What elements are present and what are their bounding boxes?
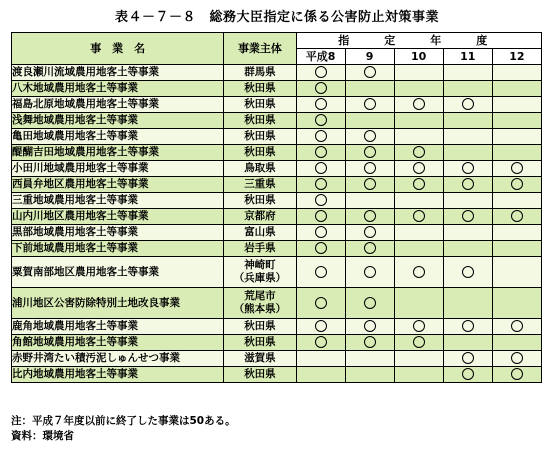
year-mark-cell (296, 145, 345, 161)
circle-mark-icon (364, 146, 376, 158)
circle-mark-icon (315, 98, 327, 110)
circle-mark-icon (364, 130, 376, 142)
table-row (12, 193, 542, 209)
circle-mark-icon (315, 336, 327, 348)
year-mark-cell (443, 113, 492, 129)
year-mark-cell (345, 288, 394, 319)
year-mark-cell (345, 241, 394, 257)
project-body-cell: 秋田県 (224, 335, 296, 351)
table-row (12, 319, 542, 335)
circle-mark-icon (413, 266, 425, 278)
year-mark-cell (296, 65, 345, 81)
circle-mark-icon (364, 320, 376, 332)
year-mark-cell (345, 319, 394, 335)
table-row (12, 81, 542, 97)
table-row (12, 288, 542, 319)
year-mark-cell (345, 129, 394, 145)
table-title: 表４－７－８ 総務大臣指定に係る公害防止対策事業 (114, 10, 439, 25)
circle-mark-icon (413, 336, 425, 348)
header-designated-year: 指 定 年 度 (296, 33, 542, 49)
circle-mark-icon (413, 162, 425, 174)
circle-mark-icon (413, 146, 425, 158)
project-name-cell: 八木地域農用地客土等事業 (12, 81, 224, 97)
year-mark-cell (345, 113, 394, 129)
year-mark-cell (296, 193, 345, 209)
year-mark-cell (296, 367, 345, 383)
year-mark-cell (394, 241, 443, 257)
project-name-cell: 浦川地区公害防除特別土地改良事業 (12, 288, 224, 319)
year-mark-cell (394, 367, 443, 383)
circle-mark-icon (364, 266, 376, 278)
table-note: 注：平成７年度以前に終了した事業は50ある。 (11, 415, 236, 427)
project-body-cell: 秋田県 (224, 145, 296, 161)
year-mark-cell (443, 129, 492, 145)
circle-mark-icon (364, 178, 376, 190)
year-mark-cell (443, 319, 492, 335)
table-source: 資料：環境省 (11, 430, 74, 442)
project-body-line2: （兵庫県） (233, 272, 287, 284)
circle-mark-icon (315, 130, 327, 142)
year-mark-cell (345, 367, 394, 383)
year-mark-cell (296, 161, 345, 177)
circle-mark-icon (315, 194, 327, 206)
project-name-cell: 下前地域農用地客土等事業 (12, 241, 224, 257)
year-mark-cell (443, 288, 492, 319)
circle-mark-icon (364, 98, 376, 110)
circle-mark-icon (364, 210, 376, 222)
circle-mark-icon (364, 242, 376, 254)
year-mark-cell (296, 335, 345, 351)
year-mark-cell (394, 113, 443, 129)
year-mark-cell (394, 257, 443, 288)
year-mark-cell (443, 335, 492, 351)
project-body-line2: （熊本県） (233, 303, 287, 315)
table-row (12, 209, 542, 225)
project-body-cell: 秋田県 (224, 113, 296, 129)
header-project-body: 事業主体 (224, 33, 296, 65)
project-name-cell: 醍醐吉田地域農用地客土等事業 (12, 145, 224, 161)
year-mark-cell (443, 65, 492, 81)
year-mark-cell (394, 65, 443, 81)
year-mark-cell (394, 81, 443, 97)
project-name-cell: 小田川地域農用地客土等事業 (12, 161, 224, 177)
year-mark-cell (443, 257, 492, 288)
project-body-line1: 神崎町 (244, 259, 276, 271)
year-mark-cell (296, 225, 345, 241)
project-body-cell: 秋田県 (224, 129, 296, 145)
year-mark-cell (492, 81, 541, 97)
circle-mark-icon (364, 297, 376, 309)
year-mark-cell (345, 81, 394, 97)
circle-mark-icon (315, 242, 327, 254)
year-mark-cell (345, 335, 394, 351)
year-mark-cell (394, 225, 443, 241)
circle-mark-icon (315, 226, 327, 238)
year-mark-cell (492, 129, 541, 145)
header-year: 9 (345, 49, 394, 65)
header-year: 10 (394, 49, 443, 65)
project-name-cell: 粟賀南部地区農用地客土等事業 (12, 257, 224, 288)
circle-mark-icon (315, 114, 327, 126)
year-mark-cell (443, 241, 492, 257)
year-mark-cell (345, 97, 394, 113)
project-body-cell (224, 288, 296, 319)
year-mark-cell (345, 225, 394, 241)
header-year: 12 (492, 49, 541, 65)
year-mark-cell (296, 81, 345, 97)
year-mark-cell (492, 351, 541, 367)
project-body-cell: 岩手県 (224, 241, 296, 257)
year-mark-cell (345, 145, 394, 161)
year-mark-cell (443, 97, 492, 113)
table-row (12, 225, 542, 241)
circle-mark-icon (315, 146, 327, 158)
circle-mark-icon (462, 368, 474, 380)
circle-mark-icon (315, 266, 327, 278)
year-mark-cell (394, 145, 443, 161)
year-mark-cell (443, 145, 492, 161)
year-mark-cell (394, 161, 443, 177)
year-mark-cell (296, 288, 345, 319)
year-mark-cell (492, 288, 541, 319)
year-mark-cell (296, 177, 345, 193)
header-project-name: 事 業 名 (12, 33, 224, 65)
project-name-cell: 亀田地域農用地客土等事業 (12, 129, 224, 145)
year-mark-cell (443, 367, 492, 383)
circle-mark-icon (462, 98, 474, 110)
project-body-cell (224, 257, 296, 288)
project-name-cell: 福島北原地域農用地客土等事業 (12, 97, 224, 113)
year-mark-cell (492, 193, 541, 209)
table-row (12, 161, 542, 177)
year-mark-cell (492, 209, 541, 225)
circle-mark-icon (315, 210, 327, 222)
year-mark-cell (443, 81, 492, 97)
project-body-cell: 秋田県 (224, 97, 296, 113)
year-mark-cell (394, 319, 443, 335)
year-mark-cell (492, 257, 541, 288)
table-row (12, 241, 542, 257)
year-mark-cell (394, 193, 443, 209)
project-body-cell: 秋田県 (224, 81, 296, 97)
year-mark-cell (492, 97, 541, 113)
year-mark-cell (394, 288, 443, 319)
year-mark-cell (296, 319, 345, 335)
year-mark-cell (492, 367, 541, 383)
year-mark-cell (345, 257, 394, 288)
year-mark-cell (492, 241, 541, 257)
year-mark-cell (345, 351, 394, 367)
year-mark-cell (296, 97, 345, 113)
year-mark-cell (345, 209, 394, 225)
circle-mark-icon (413, 320, 425, 332)
circle-mark-icon (462, 266, 474, 278)
project-name-cell: 浅舞地域農用地客土等事業 (12, 113, 224, 129)
year-mark-cell (296, 241, 345, 257)
table-row (12, 65, 542, 81)
project-name-cell: 西員弁地区農用地客土等事業 (12, 177, 224, 193)
header-year: 平成8 (296, 49, 345, 65)
year-mark-cell (492, 225, 541, 241)
year-mark-cell (296, 113, 345, 129)
table-row (12, 145, 542, 161)
project-body-cell: 群馬県 (224, 65, 296, 81)
year-mark-cell (345, 177, 394, 193)
table-body (12, 65, 542, 383)
circle-mark-icon (462, 178, 474, 190)
year-mark-cell (345, 193, 394, 209)
circle-mark-icon (462, 352, 474, 364)
year-mark-cell (492, 319, 541, 335)
year-mark-cell (443, 193, 492, 209)
year-mark-cell (492, 65, 541, 81)
year-mark-cell (394, 335, 443, 351)
year-mark-cell (492, 177, 541, 193)
circle-mark-icon (413, 98, 425, 110)
circle-mark-icon (364, 226, 376, 238)
year-mark-cell (296, 351, 345, 367)
project-name-cell: 山内川地区農用地客土等事業 (12, 209, 224, 225)
circle-mark-icon (364, 66, 376, 78)
year-mark-cell (394, 129, 443, 145)
project-body-cell: 富山県 (224, 225, 296, 241)
project-name-cell: 比内地域農用地客土等事業 (12, 367, 224, 383)
project-body-cell: 秋田県 (224, 193, 296, 209)
table-row (12, 113, 542, 129)
project-name-cell: 赤野井湾たい積汚泥しゅんせつ事業 (12, 351, 224, 367)
year-mark-cell (296, 129, 345, 145)
year-mark-cell (345, 161, 394, 177)
year-mark-cell (345, 65, 394, 81)
project-name-cell: 鹿角地域農用地客土等事業 (12, 319, 224, 335)
table-row (12, 177, 542, 193)
year-mark-cell (394, 209, 443, 225)
circle-mark-icon (462, 320, 474, 332)
project-name-cell: 角館地域農用地客土等事業 (12, 335, 224, 351)
year-mark-cell (443, 209, 492, 225)
header-year: 11 (443, 49, 492, 65)
table-row (12, 335, 542, 351)
year-mark-cell (443, 161, 492, 177)
project-name-cell: 黒部地域農用地客土等事業 (12, 225, 224, 241)
project-body-cell: 京都府 (224, 209, 296, 225)
table-row (12, 97, 542, 113)
circle-mark-icon (462, 162, 474, 174)
project-body-line1: 荒尾市 (244, 290, 276, 302)
circle-mark-icon (462, 210, 474, 222)
year-mark-cell (296, 209, 345, 225)
project-body-cell: 滋賀県 (224, 351, 296, 367)
circle-mark-icon (511, 352, 523, 364)
project-body-cell: 秋田県 (224, 319, 296, 335)
circle-mark-icon (315, 178, 327, 190)
circle-mark-icon (315, 162, 327, 174)
year-mark-cell (443, 177, 492, 193)
circle-mark-icon (315, 297, 327, 309)
project-body-cell: 鳥取県 (224, 161, 296, 177)
table-row (12, 257, 542, 288)
circle-mark-icon (511, 320, 523, 332)
circle-mark-icon (315, 320, 327, 332)
circle-mark-icon (511, 210, 523, 222)
circle-mark-icon (315, 66, 327, 78)
circle-mark-icon (413, 178, 425, 190)
circle-mark-icon (364, 162, 376, 174)
projects-table (11, 32, 542, 383)
year-mark-cell (492, 335, 541, 351)
circle-mark-icon (413, 210, 425, 222)
project-body-cell: 三重県 (224, 177, 296, 193)
year-mark-cell (492, 145, 541, 161)
year-mark-cell (394, 97, 443, 113)
year-mark-cell (443, 225, 492, 241)
year-mark-cell (394, 177, 443, 193)
year-mark-cell (296, 257, 345, 288)
year-mark-cell (443, 351, 492, 367)
table-row (12, 129, 542, 145)
project-body-cell: 秋田県 (224, 367, 296, 383)
year-mark-cell (492, 161, 541, 177)
year-mark-cell (492, 113, 541, 129)
circle-mark-icon (511, 162, 523, 174)
project-name-cell: 三重地域農用地客土等事業 (12, 193, 224, 209)
circle-mark-icon (364, 336, 376, 348)
circle-mark-icon (315, 82, 327, 94)
table-row (12, 367, 542, 383)
table-row (12, 351, 542, 367)
circle-mark-icon (511, 368, 523, 380)
year-mark-cell (394, 351, 443, 367)
project-name-cell: 渡良瀬川流域農用地客土等事業 (12, 65, 224, 81)
circle-mark-icon (511, 178, 523, 190)
